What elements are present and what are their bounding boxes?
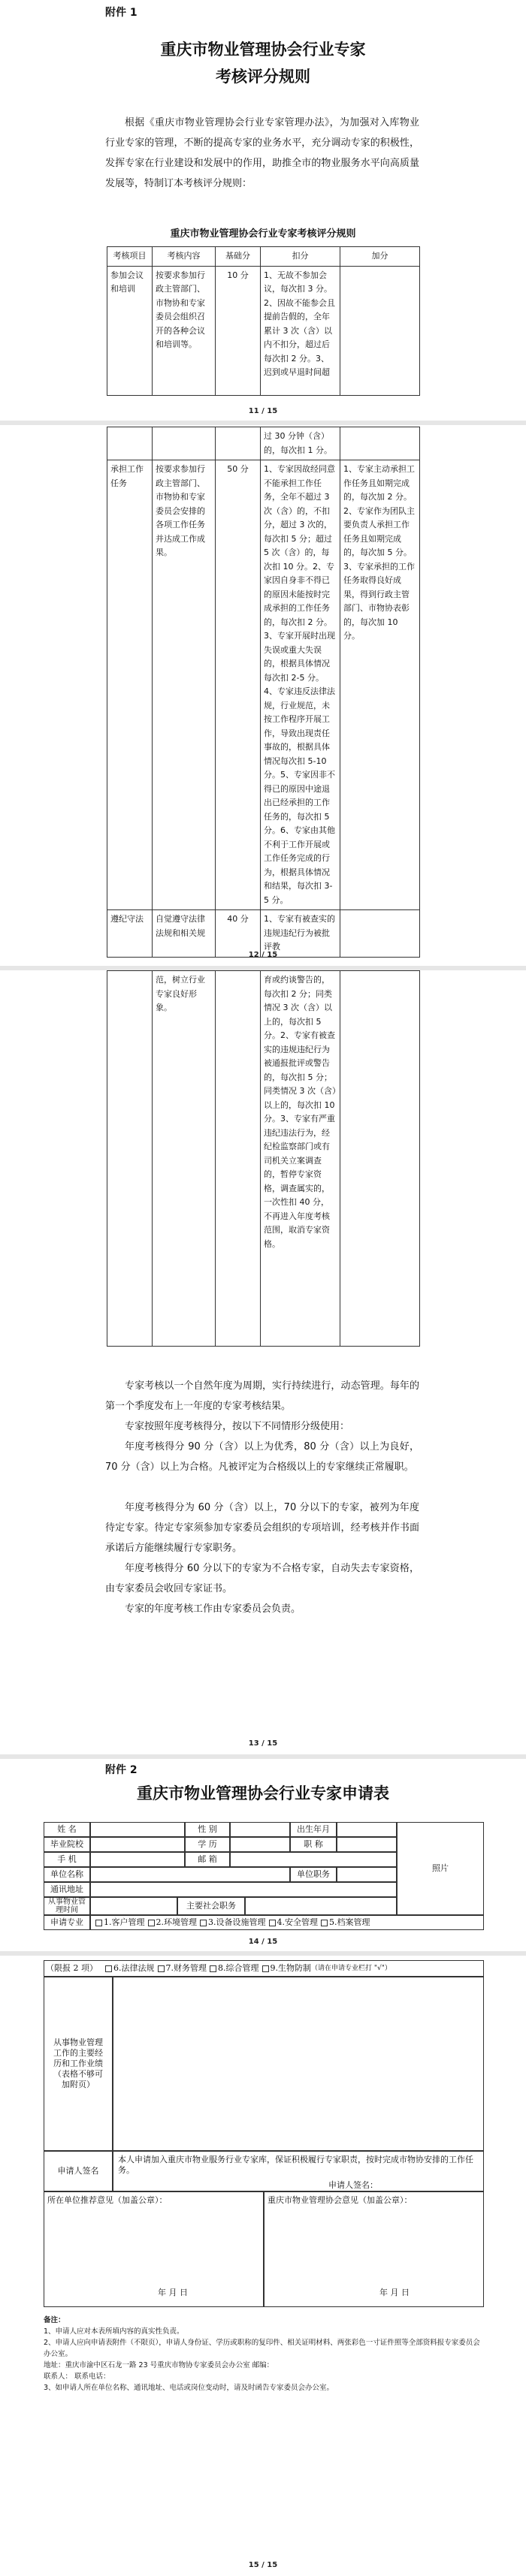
checkbox-7[interactable] (158, 1965, 165, 1972)
row-task-base: 50 分 (216, 460, 261, 910)
closing-para-4: 年度考核得分为 60 分（含）以上，70 分以下的专家，被列为年度待定专家。待定专家须参加专家委员会组织的专项培训，经考核并作书面承诺后方能继续履行专家职务。 (105, 1502, 419, 1554)
score-table-part1 (107, 246, 420, 396)
form-title-value[interactable] (337, 1837, 397, 1852)
row-task-add: 1、专家主动承担工作任务且如期完成的，每次加 2 分。2、专家作为团队主要负责人承担工作任务且如期完成的，每次加 5 分。3、专家承担的工作任务取得良好成果，得到行政主管部门、市物协表彰的，每次加 10 分。 (340, 460, 420, 910)
checkbox-8[interactable] (210, 1965, 216, 1972)
form-sign-statement: 本人申请加入重庆市物业服务行业专家库，保证积极履行专家职责，按时完成市物协安排的工作任务。 (118, 2155, 473, 2175)
annex-1-intro: 根据《重庆市物业管理协会行业专家管理办法》，为加强对入库物业行业专家的管理，不断的提高专家的业务水平，充分调动专家的积极性，发挥专家在行业建设和发展中的作用，助推全市的物业服务水平向高质量发展等，特制订本考核评分规则： (105, 117, 419, 189)
form-name-label: 姓 名 (44, 1822, 90, 1837)
form-society-label: 主要社会职务 (177, 1897, 245, 1915)
form-spec-label: 申请专业 (44, 1915, 90, 1930)
form-work-label: 从事物业管理工作的主要经历和工作业绩（表格不够可加附页） (44, 1977, 113, 2151)
form-gender-value[interactable] (230, 1822, 290, 1837)
form-phone-label: 手 机 (44, 1852, 90, 1867)
row-meeting-deduct-cont: 过 30 分钟（含）的，每次扣 1 分。 (261, 427, 340, 460)
form-exp-label: 从事物业管理时间 (44, 1897, 90, 1915)
form-position-value[interactable] (337, 1867, 397, 1882)
row-meeting-item: 参加会议和培训 (107, 266, 153, 395)
form-name-value[interactable] (90, 1822, 185, 1837)
row-task-deduct: 1、专家因故经同意不能承担工作任务，全年不超过 3 次（含）的，不扣分，超过 3 次的，每次扣 5 分；超过 5 次（含）的，每次扣 10 分。2、专家因自身非不得已的原因未能按时完成承担的工作任务的，每次扣 2 分。3、专家开展时出现失误或重大失误的，根据具体情况每次扣 2-5 分。4、专家违反法律法规，行业规范，未按工作程序开展工作，导致出现责任事故的，根据具体情况每次扣 5-10 分。5、专家因非不得已的原因中途退出已经承担的工作任务的，每次扣 5 分。6、专家由其他不利于工作开展或工作任务完成的行为，根据具体情况和结果，每次扣 3-5 分。 (261, 460, 340, 910)
score-table-part2 (107, 427, 420, 958)
page-15 (0, 1956, 526, 2576)
page-number: 15 / 15 (248, 2561, 278, 2569)
closing-para-1: 专家考核以一个自然年度为周期，实行持续进行，动态管理。每年的第一个季度发布上一年度的专家考核结果。 (105, 1380, 419, 1412)
form-sign-label: 申请人签名 (44, 2151, 113, 2191)
checkbox-6[interactable] (105, 1965, 112, 1972)
form-assoc-date: 年 月 日 (379, 2288, 410, 2297)
annex-2-title: 重庆市物业管理协会行业专家申请表 (137, 1784, 389, 1802)
page-number: 12 / 15 (248, 951, 278, 959)
row-law-item: 遵纪守法 (107, 910, 153, 958)
page-13 (0, 970, 526, 1754)
form-limit[interactable]: （限报 2 项） 6.法律法规 7.财务管理 8.综合管理 9.生物防制 （请在申请专业栏打 "√"） (44, 1960, 484, 1977)
form-address-label: 通讯地址 (44, 1882, 90, 1897)
row-law-content-cont: 范，树立行业专家良好形象。 (153, 971, 216, 1347)
row-task-item: 承担工作任务 (107, 460, 153, 910)
row-meeting-content: 按要求参加行政主管部门、市物协和专家委员会组织召开的各种会议和培训等。 (153, 266, 216, 395)
page-number: 11 / 15 (248, 407, 278, 415)
row-task-content: 按要求参加行政主管部门、市物协和专家委员会安排的各项工作任务并达成工作成果。 (153, 460, 216, 910)
row-meeting-base: 10 分 (216, 266, 261, 395)
form-email-value[interactable] (230, 1852, 397, 1867)
row-law-content: 自觉遵守法律法规和相关规 (153, 910, 216, 958)
checkbox-5[interactable] (321, 1920, 328, 1926)
closing-para-6: 专家的年度考核工作由专家委员会负责。 (125, 1603, 301, 1615)
form-birth-value[interactable] (337, 1822, 397, 1837)
form-employer-label: 单位名称 (44, 1867, 90, 1882)
form-sign-by: 申请人签名： (328, 2180, 378, 2190)
form-birth-label: 出生年月 (290, 1822, 337, 1837)
form-sign-box[interactable] (113, 2151, 484, 2191)
checkbox-3[interactable] (200, 1920, 207, 1926)
form-degree-label: 学 历 (185, 1837, 230, 1852)
annex-1-label: 附件 1 (105, 7, 138, 19)
form-assoc-opinion[interactable]: 重庆市物业管理协会意见（加盖公章）： (264, 2191, 484, 2307)
row-law-deduct-cont: 育或约谈警告的，每次扣 2 分；同类情况 3 次（含）以上的，每次扣 5 分。2、专家有被查实的违规违纪行为被通报批评或警告的，每次扣 5 分；同类情况 3 次（含）以上的，每次扣 10 分。3、专家有严重违纪违法行为，经纪检监察部门或有司机关立案调查的，暂停专家资格，调查属实的，一次性扣 40 分，不再进入年度考核范围，取消专家资格。 (261, 971, 340, 1347)
page-14 (0, 1759, 526, 1951)
form-position-label: 单位职务 (290, 1867, 337, 1882)
header-base: 基础分 (216, 247, 261, 267)
row-law-base: 40 分 (216, 910, 261, 958)
form-notes: 备注： 1、申请人应对本表所填内容的真实性负责。 2、申请人应向申请表附件（不限页），申请人身份证、学历或职称的复印件、相关证明材料、两张彩色一寸证件照等全部资料报专家委员会办公室。 地址：重庆市渝中区石龙一路 23 号重庆市物协专家委员会办公室 邮编： 联系人： 联系电话： 3、如申请人所在单位名称、通讯地址、电话或岗位变动时，请及时函告专家委员会办公室。 (44, 2316, 480, 2392)
row-law-deduct: 1、专家有被查实的违规违纪行为被批评教 (261, 910, 340, 958)
form-employer-value[interactable] (90, 1867, 290, 1882)
form-work-value[interactable] (113, 1977, 484, 2151)
checkbox-2[interactable] (148, 1920, 155, 1926)
header-content: 考核内容 (153, 247, 216, 267)
page-number: 13 / 15 (248, 1739, 278, 1748)
header-item: 考核项目 (107, 247, 153, 267)
page-number: 14 / 15 (248, 1938, 278, 1946)
closing-para-2: 专家按照年度考核得分，按以下不同情形分级使用： (125, 1421, 350, 1432)
form-phone-value[interactable] (90, 1852, 185, 1867)
checkbox-9[interactable] (262, 1965, 269, 1972)
checkbox-4[interactable] (269, 1920, 276, 1926)
form-gender-label: 性 别 (185, 1822, 230, 1837)
form-school-value[interactable] (90, 1837, 185, 1852)
page-12 (0, 425, 526, 966)
annex-2-label: 附件 2 (105, 1764, 138, 1776)
row-meeting-deduct: 1、无故不参加会议，每次扣 3 分。2、因故不能参会且提前告假的，全年累计 3 次（含）以内不扣分，超过后每次扣 2 分。3、迟到或早退时间超 (261, 266, 340, 395)
page-11 (0, 0, 526, 421)
row-meeting-add (340, 266, 420, 395)
header-add: 加分 (340, 247, 420, 267)
form-address-value[interactable] (90, 1882, 397, 1897)
form-society-value[interactable] (245, 1897, 397, 1915)
checkbox-1[interactable] (95, 1920, 102, 1926)
closing-para-5: 年度考核得分 60 分以下的专家为不合格专家，自动失去专家资格，由专家委员会收回专家证书。 (105, 1563, 419, 1594)
closing-para-3: 年度考核得分 90 分（含）以上为优秀，80 分（含）以上为良好，70 分（含）以上为合格。凡被评定为合格级以上的专家继续正常履职。 (105, 1441, 419, 1473)
annex-1-title-line2: 考核评分规则 (216, 68, 310, 86)
form-title-label: 职 称 (290, 1837, 337, 1852)
form-unit-date: 年 月 日 (158, 2288, 188, 2297)
score-table-title: 重庆市物业管理协会行业专家考核评分规则 (170, 228, 356, 240)
form-degree-value[interactable] (230, 1837, 290, 1852)
form-school-label: 毕业院校 (44, 1837, 90, 1852)
form-photo[interactable]: 照片 (397, 1822, 484, 1915)
form-unit-opinion[interactable]: 所在单位推荐意见（加盖公章）： (44, 2191, 264, 2307)
form-email-label: 邮 箱 (185, 1852, 230, 1867)
form-spec-options[interactable]: 1.客户管理 2.环境管理 3.设备设施管理 4.安全管理 5.档案管理 (90, 1915, 484, 1930)
score-table-part3 (107, 970, 420, 1347)
annex-1-title-line1: 重庆市物业管理协会行业专家 (160, 41, 366, 59)
header-deduct: 扣分 (261, 247, 340, 267)
form-exp-value[interactable] (90, 1897, 177, 1915)
